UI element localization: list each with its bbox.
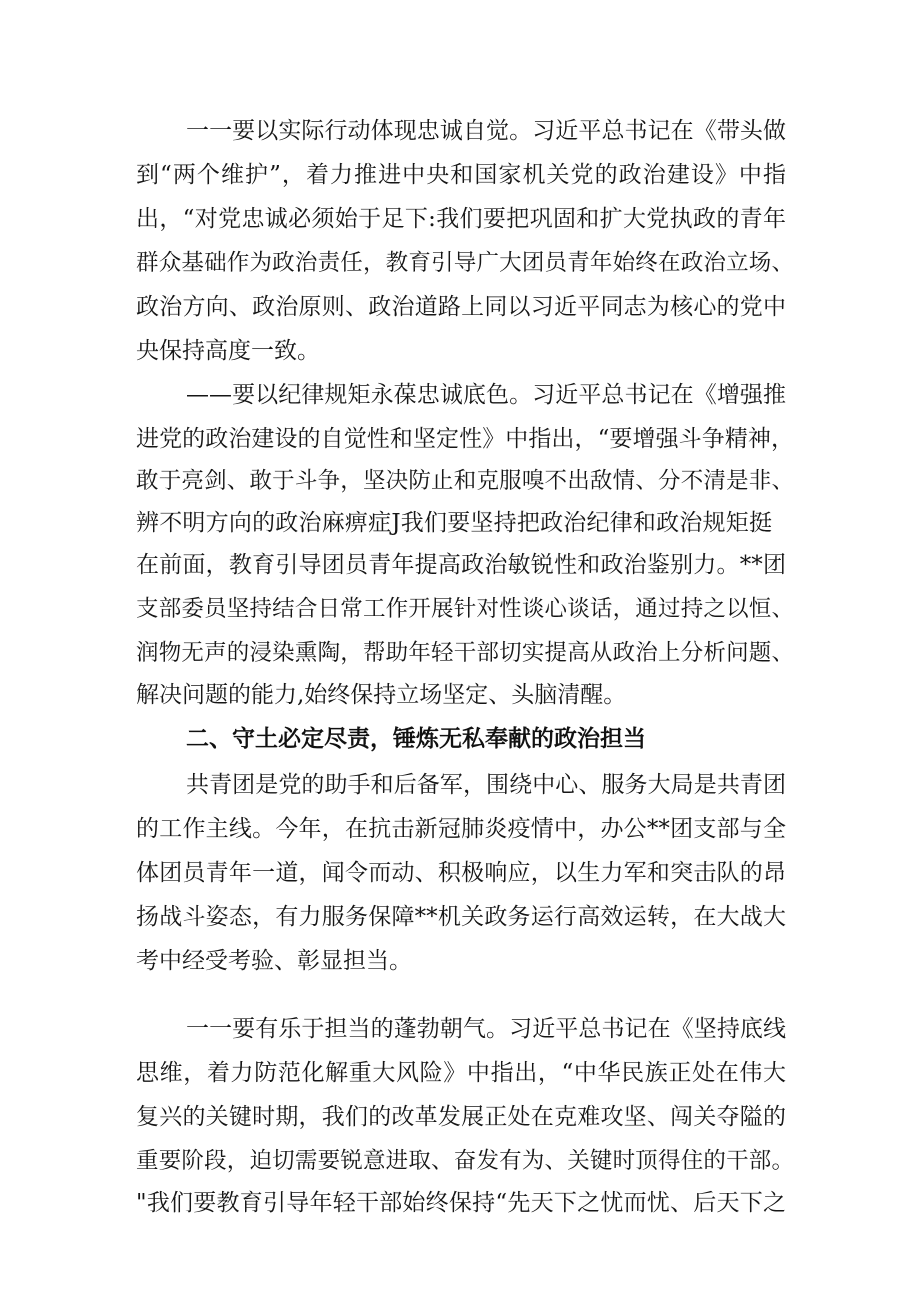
section-heading: 二、守土必定尽责，锤炼无私奉献的政治担当 (186, 726, 646, 752)
paragraph-line: 支部委员坚持结合日常工作开展针对性谈心谈话，通过持之以恒、 (136, 596, 794, 622)
paragraph-line: "我们要教育引导年轻干部始终保持“先天下之忧而忧、后天下之 (136, 1190, 786, 1216)
paragraph-line: 央保持高度一致。 (136, 338, 320, 364)
paragraph-line: 一一要以实际行动体现忠诚自觉。习近平总书记在《带头做 (186, 118, 786, 144)
paragraph-line: 重要阶段，迫切需要锐意进取、奋发有为、关键时顶得住的干部。 (136, 1148, 794, 1174)
paragraph-line: 解决问题的能力,始终保持立场坚定、头脑清醒。 (136, 682, 627, 708)
paragraph-line: 一一要有乐于担当的蓬勃朝气。习近平总书记在《坚持底线 (186, 1016, 786, 1042)
paragraph-line: 群众基础作为政治责任，教育引导广大团员青年始终在政治立场、 (136, 250, 794, 276)
paragraph-line: 在前面，教育引导团员青年提高政治敏锐性和政治鉴别力。**团 (136, 552, 786, 578)
paragraph-line: 进党的政治建设的自觉性和坚定性》中指出，“要增强斗争精神， (136, 426, 794, 452)
paragraph-line: 复兴的关键时期，我们的改革发展正处在克难攻坚、闯关夺隘的 (136, 1104, 786, 1130)
paragraph-line: 出，“对党忠诚必须始于足下:我们要把巩固和扩大党执政的青年 (136, 206, 786, 232)
paragraph-line: 考中经受考验、彰显担当。 (136, 948, 412, 974)
paragraph-line: 的工作主线。今年，在抗击新冠肺炎疫情中，办公**团支部与全 (136, 816, 786, 842)
paragraph-line: 辨不明方向的政治麻痹症J我们要坚持把政治纪律和政治规矩挺 (136, 510, 772, 536)
paragraph-line: 到“两个维护”，着力推进中央和国家机关党的政治建设》中指 (136, 162, 786, 188)
paragraph-line: 政治方向、政治原则、政治道路上同以习近平同志为核心的党中 (136, 294, 786, 320)
paragraph-line: 扬战斗姿态，有力服务保障**机关政务运行高效运转，在大战大 (136, 904, 786, 930)
paragraph-line: 共青团是党的助手和后备军，围绕中心、服务大局是共青团 (186, 772, 786, 798)
paragraph-line: 润物无声的浸染熏陶，帮助年轻干部切实提高从政治上分析问题、 (136, 640, 794, 666)
paragraph-line: 体团员青年一道，闻令而动、积极响应，以生力军和突击队的昂 (136, 860, 786, 886)
paragraph-line: 敢于亮剑、敢于斗争，坚决防止和克服嗅不出敌情、分不清是非、 (136, 468, 794, 494)
paragraph-line: ——要以纪律规矩永葆忠诚底色。习近平总书记在《增强推 (186, 382, 786, 408)
paragraph-line: 思维，着力防范化解重大风险》中指出，“中华民族正处在伟大 (136, 1060, 786, 1086)
